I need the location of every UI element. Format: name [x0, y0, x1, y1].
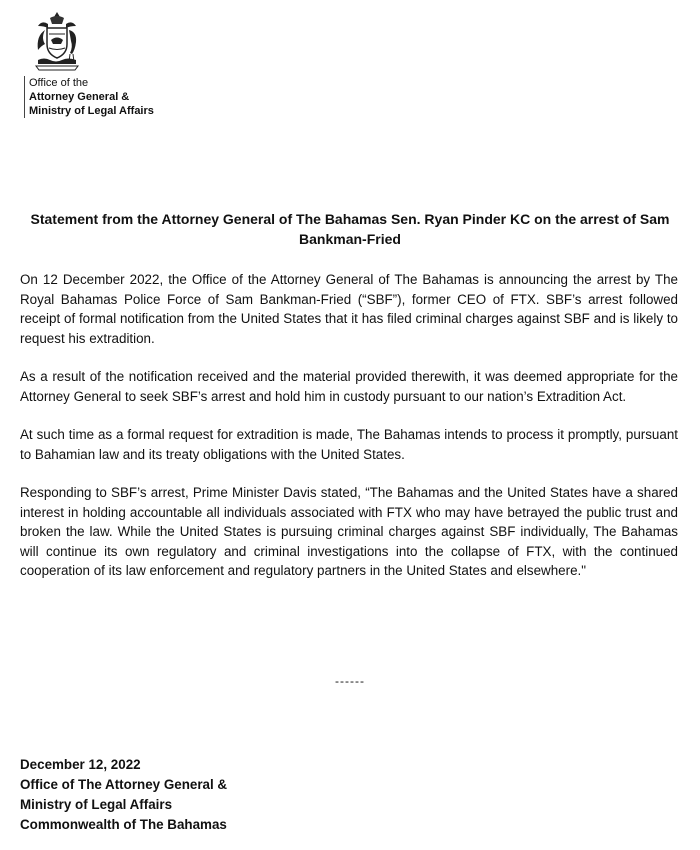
coat-of-arms-icon	[30, 10, 84, 74]
paragraph-1: On 12 December 2022, the Office of the Attorney General of The Bahamas is announcing the arrest by The Royal Bahamas Police Force of Sam Bankman-Fried (“SBF”), former CEO of FTX. SBF’s arrest followed receipt of formal notification from the United States that it has filed criminal charges against SBF and is likely to request his extradition.	[20, 272, 678, 346]
office-line-1: Office of the	[29, 77, 89, 89]
signature-line-3: Commonwealth of The Bahamas	[20, 817, 227, 832]
office-line-2: Attorney General &	[29, 91, 130, 103]
signature-line-2: Ministry of Legal Affairs	[20, 797, 173, 812]
paragraph-3: At such time as a formal request for extradition is made, The Bahamas intends to process it promptly, pursuant to Bahamian law and its treaty obligations with the United States.	[20, 427, 678, 462]
statement-body	[20, 270, 678, 600]
office-line-3: Ministry of Legal Affairs	[29, 105, 154, 117]
statement-title: Statement from the Attorney General of The Bahamas Sen. Ryan Pinder KC on the arrest of Sam Bankman-Fried	[30, 211, 670, 247]
office-name	[24, 76, 224, 118]
signature-date: December 12, 2022	[20, 757, 141, 772]
paragraph-2: As a result of the notification received and the material provided therewith, it was deemed appropriate for the Attorney General to seek SBF’s arrest and hold him in custody pursuant to our nation’s Extradition Act.	[20, 369, 678, 404]
signature-line-1: Office of The Attorney General &	[20, 777, 228, 792]
signature-block	[20, 755, 227, 835]
letterhead	[24, 10, 224, 118]
paragraph-4: Responding to SBF’s arrest, Prime Minister Davis stated, “The Bahamas and the United States have a shared interest in holding accountable all individuals associated with FTX who may have betrayed the public trust and broken the law. While the United States is pursuing criminal charges against SBF individually, The Bahamas will continue its own regulatory and criminal investigations into the collapse of FTX, with the continued cooperation of its law enforcement and regulatory partners in the United States and elsewhere."	[20, 485, 678, 578]
separator: ------	[335, 674, 365, 688]
